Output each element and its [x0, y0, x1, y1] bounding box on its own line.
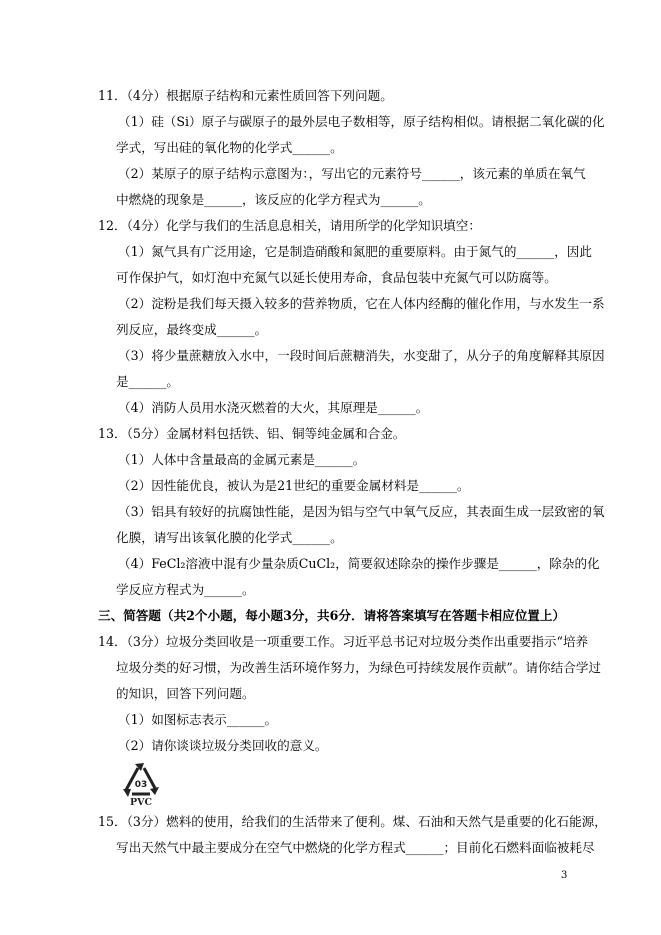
- q12-part3-line1: （3）将少量蔗糖放入水中，一段时间后蔗糖消失，水变甜了，从分子的角度解释其原因: [118, 348, 605, 363]
- q14-stem-line3: 的知识，回答下列问题。: [116, 686, 255, 701]
- q12-part1-line2: 可作保护气，如灯泡中充氮气以延长使用寿命，食品包装中充氮气可以防腐等。: [116, 270, 557, 285]
- q12-part2-line1: （2）淀粉是我们每天摄入较多的营养物质，它在人体内经酶的催化作用，与水发生一系: [118, 296, 605, 311]
- q13-part3-line2: 化膜，请写出该氧化膜的化学式______。: [116, 530, 343, 545]
- q13-part4-line2: 学反应方程式为______。: [116, 582, 255, 597]
- q14-part2: （2）请你谈谈垃圾分类回收的意义。: [118, 738, 328, 753]
- q14-stem-line1: 14．（3分）垃圾分类回收是一项重要工作。习近平总书记对垃圾分类作出重要指示“培养: [98, 634, 589, 649]
- page-number: 3: [561, 870, 568, 881]
- q13-part4-line1: （4）FeCl₂溶液中混有少量杂质CuCl₂，简要叙述除杂的操作步骤是______，除杂的化: [118, 556, 600, 571]
- q11-part2-line2: 中燃烧的现象是______，该反应的化学方程式为______。: [116, 192, 431, 207]
- q13-stem: 13．（5分）金属材料包括铁、铝、铜等纯金属和合金。: [98, 426, 406, 441]
- section-heading: 三、简答题（共2个小题，每小题3分，共6分．请将答案填写在答题卡相应位置上）: [98, 608, 566, 623]
- recycle-code: 03: [134, 780, 148, 790]
- q11-part1-line2: 学式，写出硅的氧化物的化学式______。: [116, 140, 343, 155]
- q12-part4: （4）消防人员用水浇灭燃着的大火，其原理是______。: [118, 400, 429, 415]
- q14-stem-line2: 垃圾分类的好习惯，为改善生活环境作努力，为绿色可持续发展作贡献”。请你结合学过: [116, 660, 602, 675]
- recycle-label: PVC: [129, 797, 153, 806]
- q15-line2: 写出天然气中最主要成分在空气中燃烧的化学方程式______；目前化石燃料面临被耗尽: [116, 840, 595, 855]
- q15-line1: 15．（3分）燃料的使用，给我们的生活带来了便利。煤、石油和天然气是重要的化石能源，: [98, 814, 607, 829]
- q11-part2-line1: （2）某原子的原子结构示意图为：，写出它的元素符号______，该元素的单质在氧气: [118, 166, 586, 181]
- q12-part2-line2: 列反应，最终变成______。: [116, 322, 268, 337]
- q11-stem: 11．（4分）根据原子结构和元素性质回答下列问题。: [98, 88, 393, 103]
- q13-part3-line1: （3）铝具有较好的抗腐蚀性能，是因为铝与空气中氧气反应，其表面生成一层致密的氧: [118, 504, 605, 519]
- q13-part1: （1）人体中含量最高的金属元素是______。: [118, 452, 366, 467]
- recycle-pvc-icon: [120, 756, 162, 806]
- q12-part3-line2: 是______。: [116, 374, 179, 389]
- q12-stem: 12．（4分）化学与我们的生活息息相关，请用所学的化学知识填空：: [98, 218, 481, 233]
- q11-part1-line1: （1）硅（Si）原子与碳原子的最外层电子数相等，原子结构相似。请根据二氧化碳的化: [118, 114, 605, 129]
- q14-part1: （1）如图标志表示______。: [118, 712, 278, 727]
- q13-part2: （2）因性能优良，被认为是21世纪的重要金属材料是______。: [118, 478, 470, 493]
- q12-part1-line1: （1）氮气具有广泛用途，它是制造硝酸和氮肥的重要原料。由于氮气的______，因此: [118, 244, 592, 259]
